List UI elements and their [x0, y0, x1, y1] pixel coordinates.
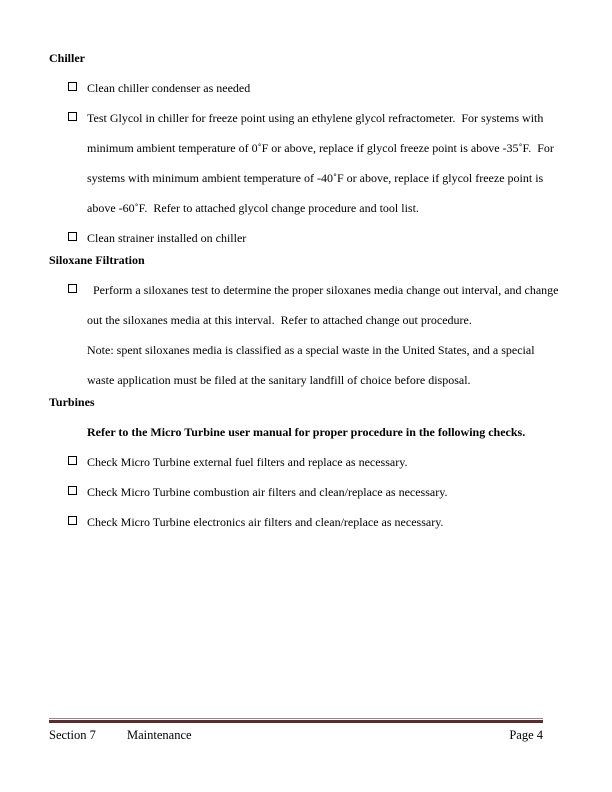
checklist-item	[49, 275, 563, 395]
text-line: Clean strainer installed on chiller	[87, 231, 247, 245]
text-line: Refer to the Micro Turbine user manual for proper procedure in the following checks.	[87, 425, 526, 439]
checklist-item	[49, 477, 563, 507]
checklist-section	[49, 387, 563, 537]
checklist-item-text	[87, 73, 563, 103]
checklist-item	[49, 417, 563, 447]
section-items	[49, 73, 563, 253]
text-line: Note: spent siloxanes media is classified as a special waste in the United States, and a special waste application must be filed at the sanitary landfill of choice before disposal.	[87, 343, 538, 387]
checklist-item-text	[87, 275, 563, 395]
checkbox-icon[interactable]	[68, 516, 77, 525]
footer-text-row	[49, 728, 543, 742]
checklist-item	[49, 103, 563, 223]
checklist-item-text	[87, 477, 563, 507]
section-heading: Turbines	[49, 395, 95, 409]
footer-rule-thick	[49, 720, 543, 723]
checklist-item-text	[87, 417, 563, 447]
checklist-item	[49, 73, 563, 103]
section-items	[49, 275, 563, 395]
checklist-item-text	[87, 103, 563, 223]
section-items	[49, 417, 563, 537]
text-line: Test Glycol in chiller for freeze point using an ethylene glycol refractometer. For systems with minimum ambient temperature of 0˚F or above, replace if glycol freeze point is above -35˚F. For systems with minimum ambient temperature of -40˚F or above, replace if glycol freeze point is above -60˚F. Refer to attached glycol change procedure and tool list.	[87, 111, 557, 215]
checkbox-icon[interactable]	[68, 112, 77, 121]
checkbox-icon[interactable]	[68, 486, 77, 495]
section-heading: Siloxane Filtration	[49, 253, 145, 267]
page-footer	[49, 718, 543, 742]
checkbox-icon[interactable]	[68, 82, 77, 91]
footer-chapter-title: Maintenance	[127, 728, 192, 742]
checklist-item	[49, 507, 563, 537]
footer-page-number: Page 4	[509, 728, 543, 742]
text-line: Check Micro Turbine external fuel filters and replace as necessary.	[87, 455, 408, 469]
text-line: Check Micro Turbine electronics air filters and clean/replace as necessary.	[87, 515, 444, 529]
checklist-item-text	[87, 447, 563, 477]
checklist-section	[49, 245, 563, 395]
checkbox-icon[interactable]	[68, 284, 77, 293]
checkbox-icon[interactable]	[68, 232, 77, 241]
checklist-item	[49, 447, 563, 477]
footer-section-number: Section 7	[49, 728, 96, 742]
text-line: Perform a siloxanes test to determine the proper siloxanes media change out interval, and change out the siloxanes media at this interval. Refer to attached change out procedure.	[87, 283, 562, 327]
checkbox-icon[interactable]	[68, 456, 77, 465]
section-heading: Chiller	[49, 51, 85, 65]
checklist-section	[49, 43, 563, 253]
text-line: Clean chiller condenser as needed	[87, 81, 251, 95]
checklist-item	[49, 223, 563, 253]
checklist-item-text	[87, 507, 563, 537]
text-line: Check Micro Turbine combustion air filters and clean/replace as necessary.	[87, 485, 448, 499]
checklist-item-text	[87, 223, 563, 253]
